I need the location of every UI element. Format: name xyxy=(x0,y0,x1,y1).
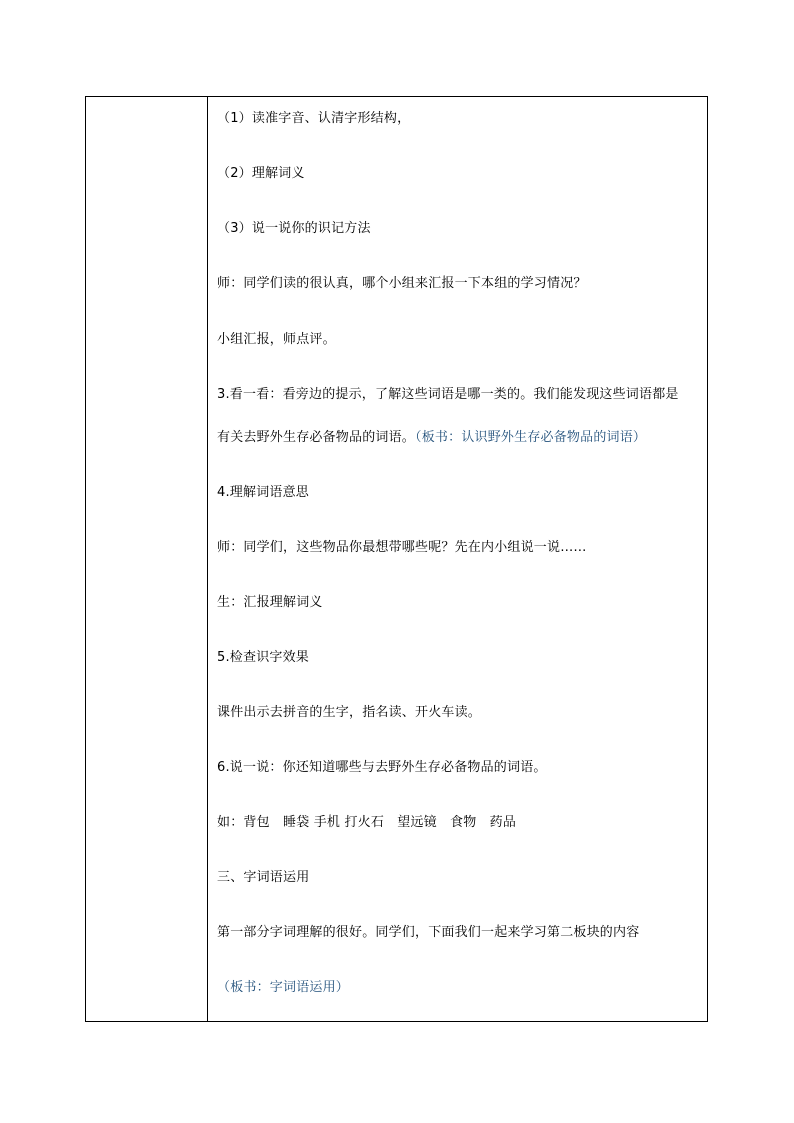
column-divider xyxy=(207,97,208,1021)
courseware-line: 课件出示去拼音的生字，指名读、开火车读。 xyxy=(217,705,482,720)
section-3-heading: 三、字词语运用 xyxy=(217,870,310,885)
step-5-heading: 5.检查识字效果 xyxy=(217,650,310,665)
group-report-line: 小组汇报，师点评。 xyxy=(217,332,336,347)
transition-line: 第一部分字词理解的很好。同学们，下面我们一起来学习第二板块的内容 xyxy=(217,925,640,940)
teacher-line-report: 师：同学们读的很认真，哪个小组来汇报一下本组的学习情况？ xyxy=(217,276,587,291)
step-3-continued-text: 有关去野外生存必备物品的词语。 xyxy=(217,430,416,445)
step-understand-meaning: （2）理解词义 xyxy=(217,166,305,181)
student-line-report: 生：汇报理解词义 xyxy=(217,595,323,610)
step-6-say: 6.说一说：你还知道哪些与去野外生存必备物品的词语。 xyxy=(217,760,547,775)
step-3-continued xyxy=(217,430,646,446)
teacher-line-items: 师：同学们，这些物品你最想带哪些呢？先在内小组说一说…… xyxy=(217,540,587,555)
examples-line: 如：背包 睡袋 手机 打火石 望远镜 食物 药品 xyxy=(217,815,517,830)
step-4-heading: 4.理解词语意思 xyxy=(217,485,310,500)
blackboard-note-word-usage: （板书：字词语运用） xyxy=(217,980,350,995)
step-3-look: 3.看一看：看旁边的提示，了解这些词语是哪一类的。我们能发现这些词语都是 xyxy=(217,387,679,402)
step-read-pronunciation: （1）读准字音、认清字形结构， xyxy=(217,111,411,126)
blackboard-note-wild-items: （板书：认识野外生存必备物品的词语） xyxy=(415,430,647,445)
step-memory-method: （3）说一说你的识记方法 xyxy=(217,221,371,236)
lesson-table xyxy=(85,96,708,1022)
